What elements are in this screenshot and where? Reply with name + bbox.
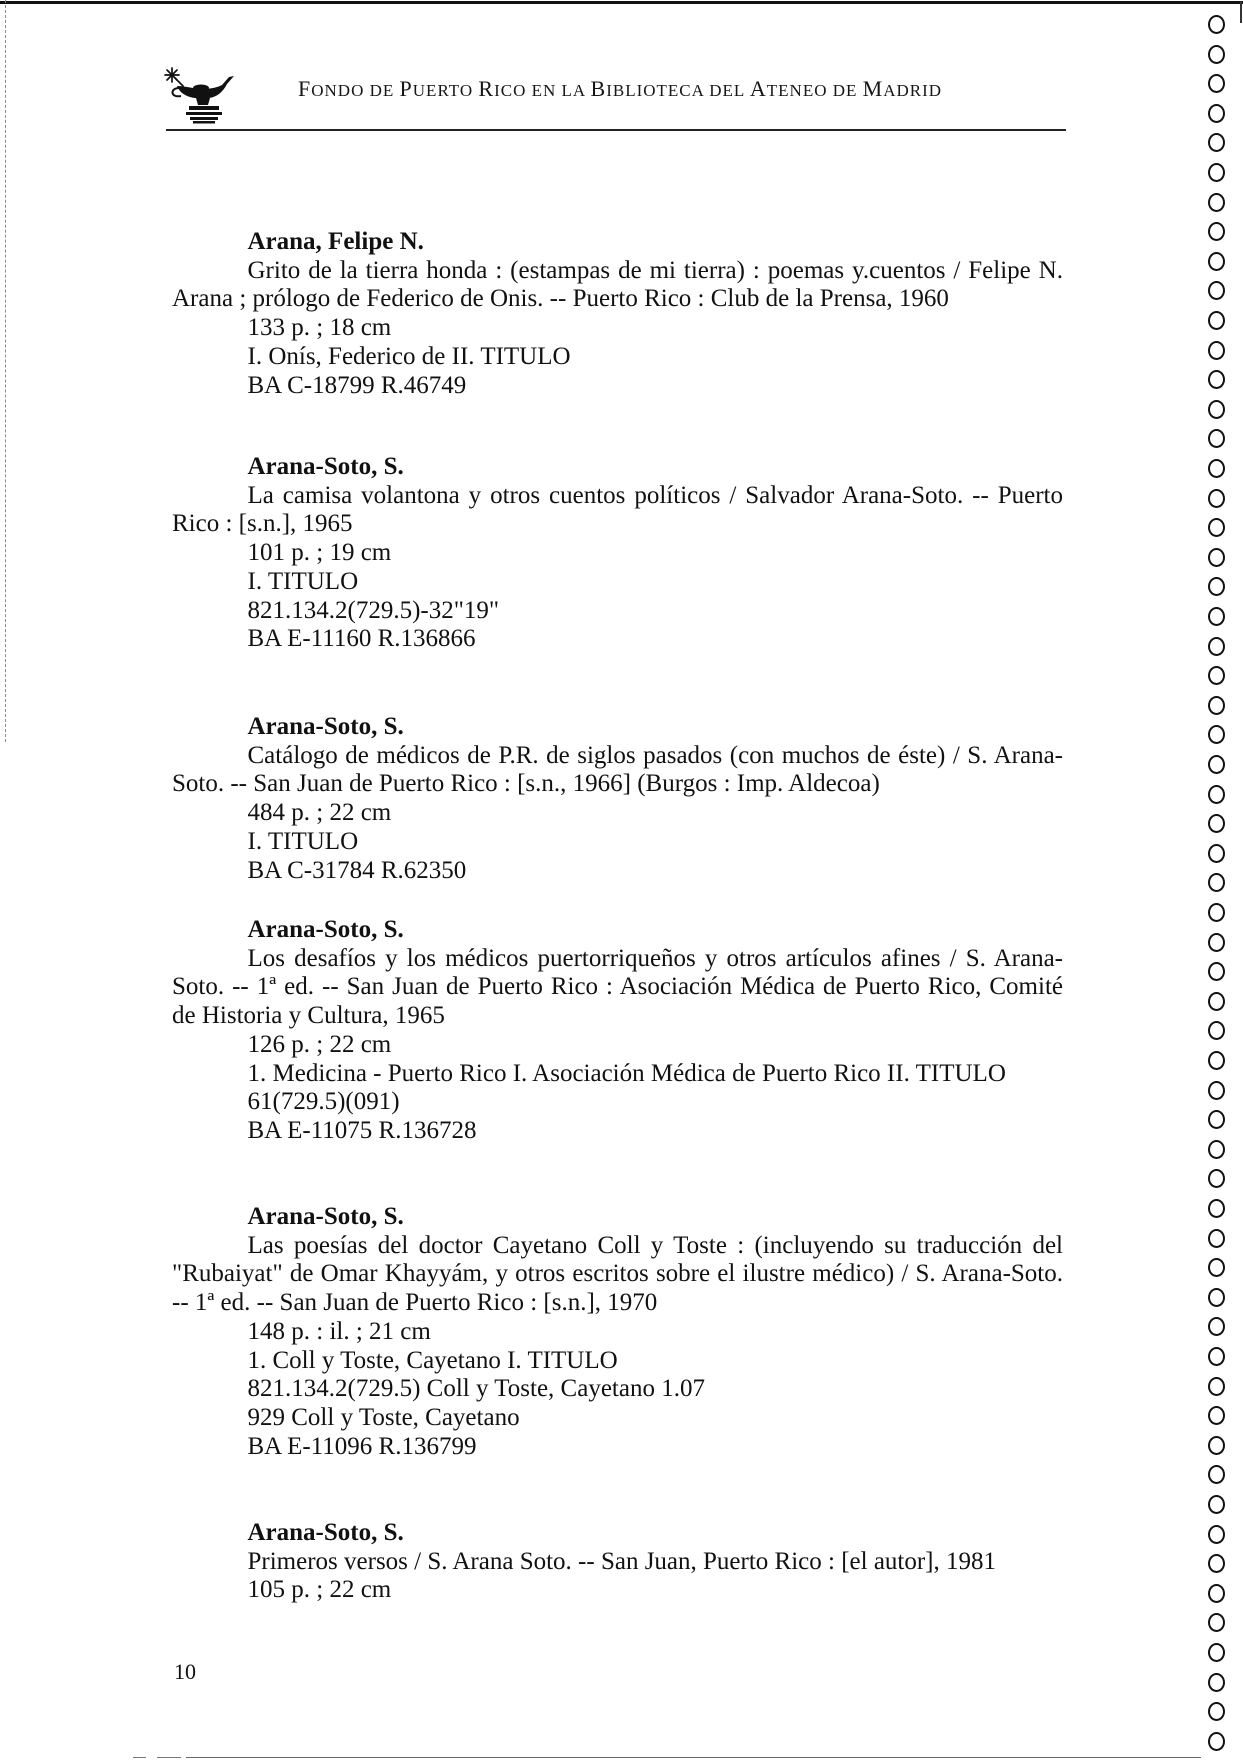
binder-hole-icon [1208,903,1225,922]
entry-detail-line: 101 p. ; 19 cm [247,539,392,567]
binder-hole-icon [1208,1081,1225,1100]
entry-detail-line: 126 p. ; 22 cm [247,1030,392,1058]
binder-hole-icon [1208,1702,1225,1721]
binder-hole-icon [1208,518,1225,537]
catalog-entry [172,228,1063,400]
binder-hole-icon [1208,1110,1225,1129]
entry-detail-line: BA E-11096 R.136799 [247,1432,477,1460]
catalog-entry [172,1519,1063,1605]
catalog-entry [172,453,1063,654]
top-corner-line [1240,1,1242,23]
binder-hole-icon [1208,193,1225,212]
binder-hole-icon [1208,1021,1225,1040]
bottom-dash-line [157,1757,181,1758]
entry-description-line: Los desafíos y los médicos puertorriqueños y otros artículos afines / S. Arana- [247,944,1063,972]
binder-hole-icon [1208,992,1225,1011]
entry-description-line: Arana ; prólogo de Federico de Onis. -- Puerto Rico : Club de la Prensa, 1960 [172,285,949,313]
binder-hole-icon [1208,1169,1225,1188]
entry-detail-line: 133 p. ; 18 cm [247,314,392,342]
entry-detail-line: 929 Coll y Toste, Cayetano [247,1403,520,1431]
entry-detail-line: 1. Medicina - Puerto Rico I. Asociación Médica de Puerto Rico II. TITULO [247,1059,1006,1087]
entry-description-line: Catálogo de médicos de P.R. de siglos pasados (con muchos de éste) / S. Arana- [247,741,1063,769]
binder-hole-icon [1208,15,1225,34]
bottom-border-line [186,1757,1201,1758]
header-initial-letter: M [862,76,884,101]
entry-detail-line: 105 p. ; 22 cm [247,1576,392,1604]
entry-detail-line: BA E-11160 R.136866 [247,625,476,653]
entry-description-line: Grito de la tierra honda : (estampas de mi tierra) : poemas y.cuentos / Felipe N. [247,256,1063,284]
binder-hole-icon [1208,1643,1225,1662]
binder-hole-icon [1208,1673,1225,1692]
entry-heading: Arana-Soto, S. [247,1519,404,1546]
binder-hole-icon [1208,1465,1225,1484]
binder-hole-icon [1208,252,1225,271]
binder-hole-icon [1208,222,1225,241]
binder-hole-icon [1208,1140,1225,1159]
binder-hole-icon [1208,429,1225,448]
left-edge-line [5,0,6,742]
entry-heading: Arana-Soto, S. [247,1203,404,1230]
binder-hole-icon [1208,370,1225,389]
binder-hole-icon [1208,163,1225,182]
binder-hole-icon [1208,696,1225,715]
binder-hole-icon [1208,1495,1225,1514]
binder-hole-icon [1208,725,1225,744]
binder-hole-icon [1208,281,1225,300]
entry-description-line: Soto. -- 1ª ed. -- San Juan de Puerto Rico : Asociación Médica de Puerto Rico, Comité [172,973,1063,1001]
binder-hole-icon [1208,1406,1225,1425]
binder-hole-icon [1208,577,1225,596]
binder-hole-icon [1208,873,1225,892]
binder-hole-icon [1208,45,1225,64]
binder-hole-icon [1208,962,1225,981]
binder-hole-icon [1208,1229,1225,1248]
binder-hole-icon [1208,1732,1225,1751]
binder-hole-icon [1208,1199,1225,1218]
binder-hole-icon [1208,74,1225,93]
entry-description-line: Primeros versos / S. Arana Soto. -- San Juan, Puerto Rico : [el autor], 1981 [247,1547,997,1575]
entry-heading: Arana, Felipe N. [247,228,424,255]
entry-detail-line: 821.134.2(729.5)-32"19" [247,596,500,624]
binder-hole-icon [1208,844,1225,863]
entry-detail-line: BA C-31784 R.62350 [247,856,467,884]
catalog-entry [172,713,1063,885]
binder-hole-icon [1208,1051,1225,1070]
binder-hole-icon [1208,1288,1225,1307]
entry-heading: Arana-Soto, S. [247,453,404,480]
entry-description-line: Las poesías del doctor Cayetano Coll y Toste : (incluyendo su traducción del [247,1231,1063,1259]
binder-hole-icon [1208,548,1225,567]
running-header-title: FONDO DE PUERTO RICO EN LA BIBLIOTECA DEL ATENEO DE MADRID [298,76,943,101]
binder-hole-icon [1208,489,1225,508]
binder-hole-icon [1208,1613,1225,1632]
binder-hole-icon [1208,1347,1225,1366]
entry-description-line: "Rubaiyat" de Omar Khayyám, y otros escritos sobre el ilustre médico) / S. Arana-Soto. [172,1260,1063,1288]
entry-detail-line: 1. Coll y Toste, Cayetano I. TITULO [247,1346,618,1374]
binder-hole-icon [1208,607,1225,626]
binder-hole-icon [1208,1584,1225,1603]
header-initial-letter: F [298,76,312,101]
catalog-entry [172,916,1063,1146]
entry-detail-line: I. TITULO [247,827,359,855]
header-rule [166,129,1066,131]
binder-hole-icon [1208,785,1225,804]
entry-description-line: de Historia y Cultura, 1965 [172,1002,445,1030]
binder-hole-icon [1208,1436,1225,1455]
entry-description-line: Soto. -- San Juan de Puerto Rico : [s.n., 1966] (Burgos : Imp. Aldecoa) [172,770,880,798]
binder-hole-icon [1208,637,1225,656]
binder-hole-icon [1208,104,1225,123]
binder-hole-icon [1208,459,1225,478]
page-number: 10 [174,1659,196,1684]
header-initial-letter: R [478,76,495,101]
binder-hole-icon [1208,1554,1225,1573]
header-initial-letter: B [590,76,607,101]
entry-description-line: Rico : [s.n.], 1965 [172,510,353,538]
entry-detail-line: I. Onís, Federico de II. TITULO [247,342,571,370]
binder-hole-icon [1208,814,1225,833]
binder-hole-icon [1208,1317,1225,1336]
binder-hole-icon [1208,933,1225,952]
binder-hole-icon [1208,755,1225,774]
entry-detail-line: 61(729.5)(091) [247,1088,400,1116]
entry-detail-line: BA E-11075 R.136728 [247,1116,477,1144]
entry-detail-line: 148 p. : il. ; 21 cm [247,1317,431,1345]
entry-description-line: -- 1ª ed. -- San Juan de Puerto Rico : [s.n.], 1970 [172,1289,658,1317]
binder-hole-icon [1208,133,1225,152]
binder-hole-icon [1208,311,1225,330]
entry-detail-line: I. TITULO [247,567,359,595]
entry-heading: Arana-Soto, S. [247,713,404,740]
binder-hole-icon [1208,1258,1225,1277]
binder-hole-icon [1208,1525,1225,1544]
binder-hole-icon [1208,1377,1225,1396]
binder-hole-icon [1208,400,1225,419]
header-initial-letter: A [749,76,767,101]
binder-hole-icon [1208,666,1225,685]
entry-description-line: La camisa volantona y otros cuentos políticos / Salvador Arana-Soto. -- Puerto [247,481,1063,509]
entry-detail-line: 484 p. ; 22 cm [247,799,392,827]
binder-hole-icon [1208,341,1225,360]
top-border-line [0,1,1243,4]
oil-lamp-icon [163,66,235,124]
bottom-dash-line [133,1757,146,1758]
catalog-entry [172,1203,1063,1461]
entry-detail-line: 821.134.2(729.5) Coll y Toste, Cayetano 1.07 [247,1375,705,1403]
entry-heading: Arana-Soto, S. [247,916,404,943]
header-initial-letter: P [399,76,413,101]
entry-detail-line: BA C-18799 R.46749 [247,371,467,399]
